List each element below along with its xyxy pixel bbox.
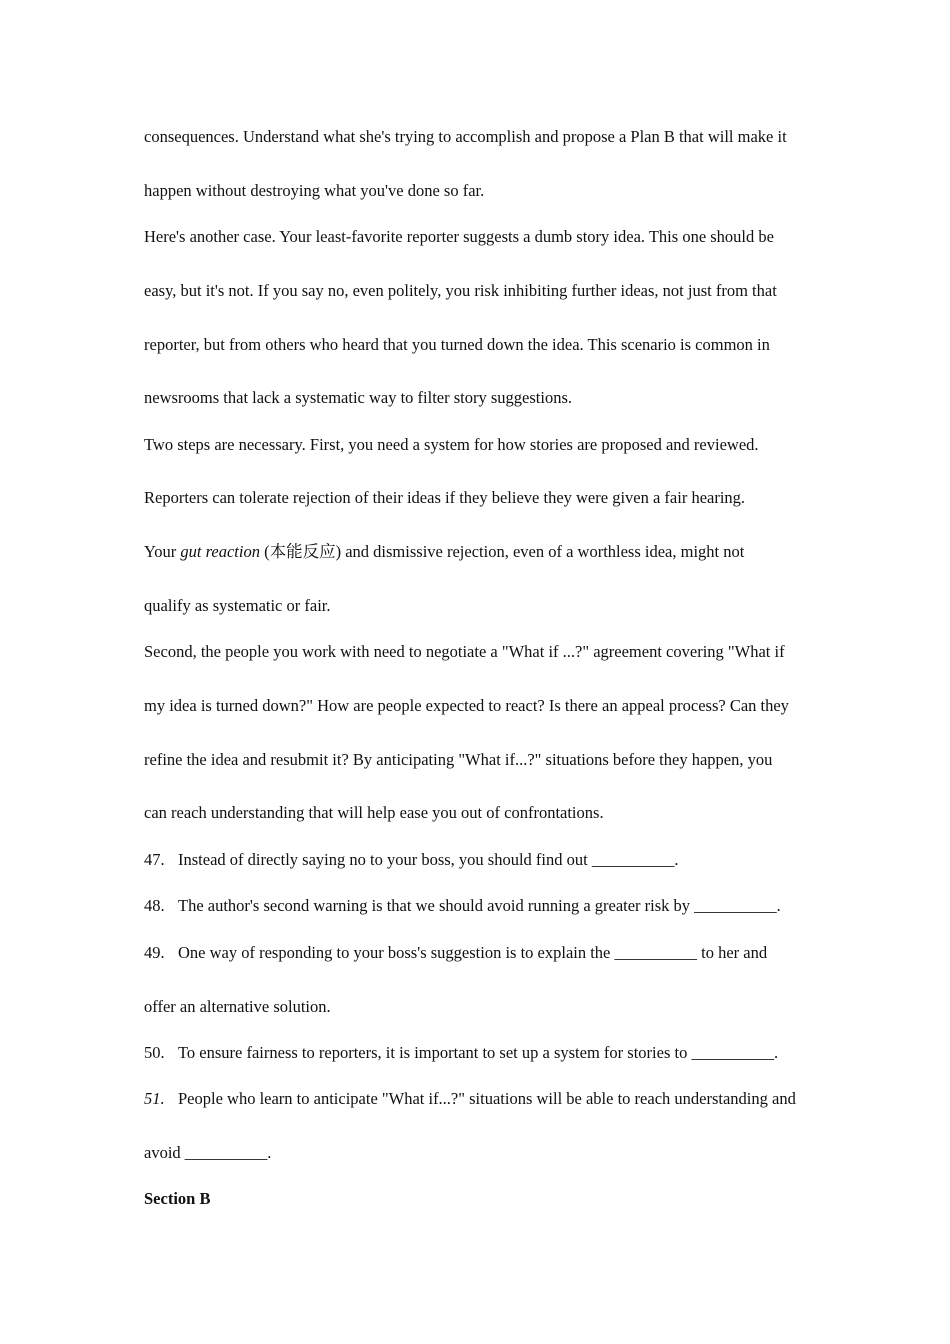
passage-line: reporter, but from others who heard that you turned down the idea. This scenario is common in: [144, 335, 770, 354]
passage-line: consequences. Understand what she's trying to accomplish and propose a Plan B that will make it: [144, 127, 787, 146]
question-49: [144, 943, 767, 963]
question-50: [144, 1043, 778, 1063]
passage-line: [144, 542, 744, 562]
question-49-continuation: offer an alternative solution.: [144, 997, 331, 1016]
passage-line: Two steps are necessary. First, you need a system for how stories are proposed and reviewed.: [144, 435, 759, 454]
passage-line: my idea is turned down?" How are people expected to react? Is there an appeal process? Can they: [144, 696, 789, 715]
question-51-continuation: avoid __________.: [144, 1143, 272, 1162]
question-text: The author's second warning is that we should avoid running a greater risk by __________.: [178, 896, 781, 915]
passage-line: Here's another case. Your least-favorite reporter suggests a dumb story idea. This one should be: [144, 227, 774, 246]
question-text: Instead of directly saying no to your boss, you should find out __________.: [178, 850, 679, 869]
question-number: 50.: [144, 1043, 165, 1062]
question-51: [144, 1089, 796, 1109]
passage-line: Second, the people you work with need to negotiate a "What if ...?" agreement covering "What if: [144, 642, 785, 661]
question-number: 48.: [144, 896, 165, 915]
passage-line: refine the idea and resubmit it? By anticipating "What if...?" situations before they happen, you: [144, 750, 773, 769]
question-48: [144, 896, 781, 916]
passage-line: Reporters can tolerate rejection of their ideas if they believe they were given a fair hearing.: [144, 488, 746, 507]
section-heading: Section B: [144, 1189, 211, 1208]
question-number: 51.: [144, 1089, 165, 1108]
passage-text: (本能反应) and dismissive rejection, even of a worthless idea, might not: [259, 542, 745, 561]
question-text: To ensure fairness to reporters, it is important to set up a system for stories to __________.: [178, 1043, 779, 1062]
passage-line: easy, but it's not. If you say no, even politely, you risk inhibiting further ideas, not just from that: [144, 281, 777, 300]
passage-text: Your: [144, 542, 181, 561]
passage-line: qualify as systematic or fair.: [144, 596, 331, 615]
question-text: One way of responding to your boss's suggestion is to explain the __________ to her and: [178, 943, 768, 962]
passage-line: newsrooms that lack a systematic way to filter story suggestions.: [144, 388, 573, 407]
question-number: 49.: [144, 943, 165, 962]
passage-line: can reach understanding that will help ease you out of confrontations.: [144, 803, 604, 822]
question-text: People who learn to anticipate "What if...?" situations will be able to reach understanding and: [178, 1089, 796, 1108]
question-47: [144, 850, 678, 870]
gut-reaction-term: gut reaction: [180, 542, 260, 561]
question-number: 47.: [144, 850, 165, 869]
passage-line: happen without destroying what you've done so far.: [144, 181, 485, 200]
